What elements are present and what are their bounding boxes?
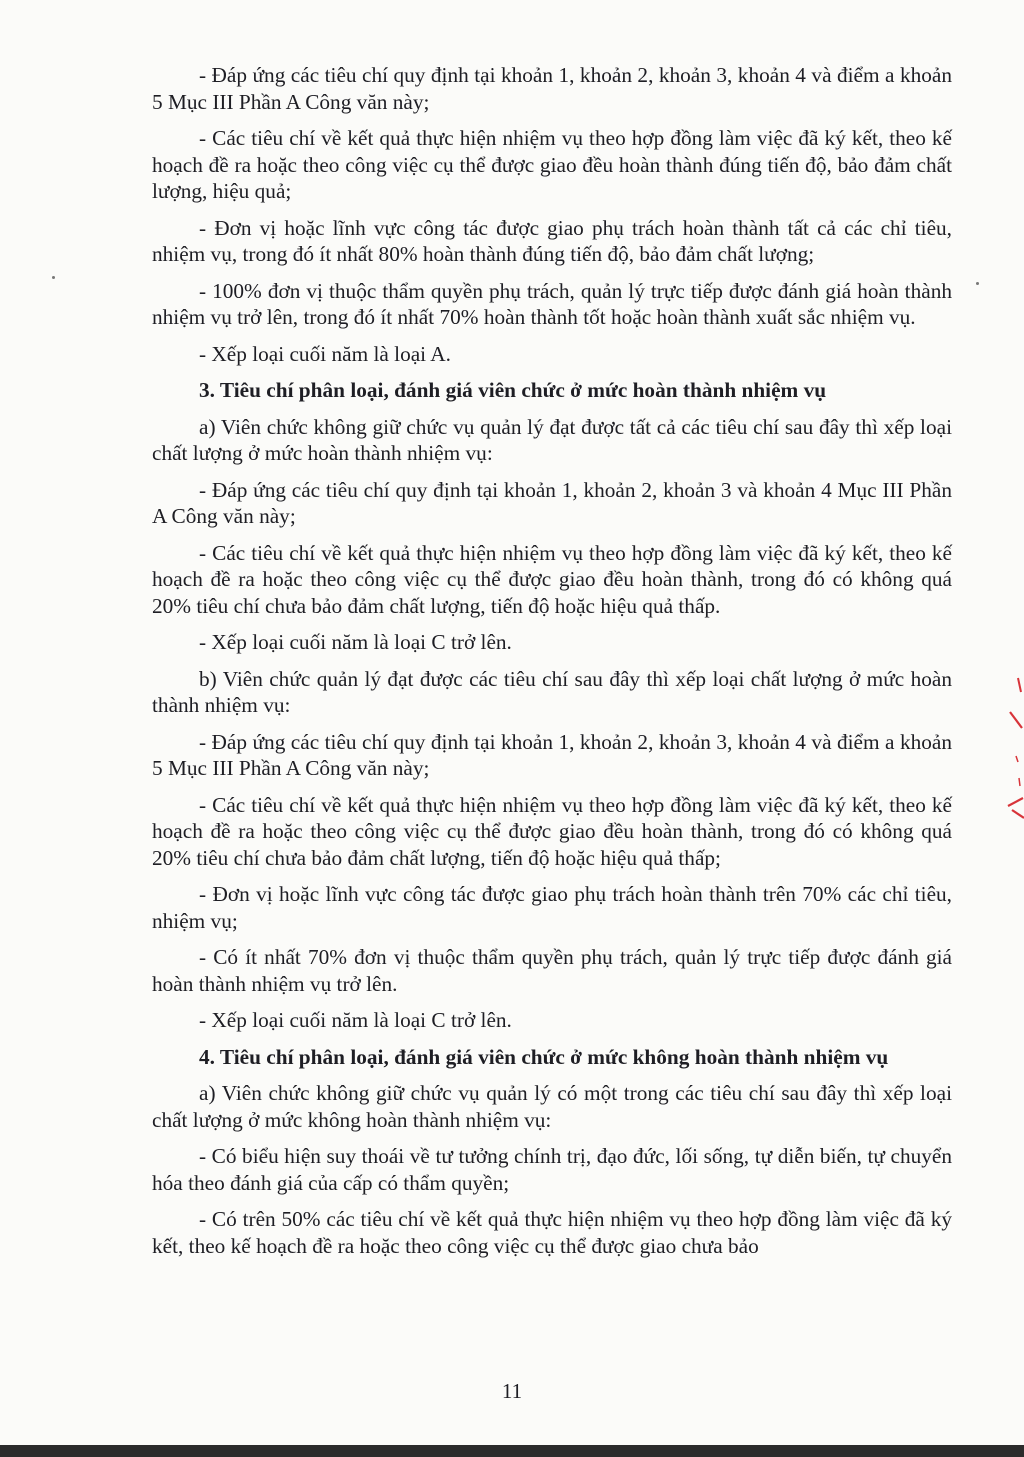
document-body (152, 62, 952, 1269)
seal-edge-marks (1004, 670, 1024, 840)
paragraph: - Xếp loại cuối năm là loại A. (199, 341, 451, 366)
paragraph: - Xếp loại cuối năm là loại C trở lên. (199, 630, 512, 654)
scan-speck (976, 282, 979, 285)
seal-stroke (1010, 712, 1022, 728)
section-heading: 4. Tiêu chí phân loại, đánh giá viên chức ở mức không hoàn thành nhiệm vụ (199, 1044, 889, 1069)
paragraph: - Xếp loại cuối năm là loại C trở lên. (199, 1008, 512, 1032)
paragraph: a) Viên chức không giữ chức vụ quản lý có một trong các tiêu chí sau đây thì xếp loại chất lượng ở mức không hoàn thành nhiệm vụ: (152, 1081, 952, 1132)
seal-stroke (1019, 778, 1020, 786)
scan-bottom-edge (0, 1445, 1024, 1457)
page-number: 11 (501, 1379, 523, 1403)
paragraph: - Đáp ứng các tiêu chí quy định tại khoản 1, khoản 2, khoản 3, khoản 4 và điểm a khoản 5 Mục III Phần A Công văn này; (152, 729, 952, 780)
paragraph: - 100% đơn vị thuộc thẩm quyền phụ trách, quản lý trực tiếp được đánh giá hoàn thành nhiệm vụ trở lên, trong đó ít nhất 70% hoàn thành tốt hoặc hoàn thành xuất sắc nhiệm vụ. (152, 278, 952, 329)
section-heading: 3. Tiêu chí phân loại, đánh giá viên chức ở mức hoàn thành nhiệm vụ (199, 378, 827, 402)
paragraph: - Đáp ứng các tiêu chí quy định tại khoản 1, khoản 2, khoản 3 và khoản 4 Mục III Phần A Công văn này; (152, 477, 952, 528)
paragraph: b) Viên chức quản lý đạt được các tiêu chí sau đây thì xếp loại chất lượng ở mức hoàn thành nhiệm vụ: (152, 666, 952, 717)
paragraph: a) Viên chức không giữ chức vụ quản lý đạt được tất cả các tiêu chí sau đây thì xếp loại chất lượng ở mức hoàn thành nhiệm vụ: (152, 414, 952, 465)
seal-stroke (1008, 798, 1024, 818)
paragraph: - Có biểu hiện suy thoái về tư tưởng chính trị, đạo đức, lối sống, tự diễn biến, tự chuyển hóa theo đánh giá của cấp có thẩm quyền; (152, 1144, 952, 1195)
paragraph: - Các tiêu chí về kết quả thực hiện nhiệm vụ theo hợp đồng làm việc đã ký kết, theo kế hoạch đề ra hoặc theo công việc cụ thể được giao đều hoàn thành, trong đó có không quá 20% tiêu chí chưa bảo đảm chất lượng, tiến độ hoặc hiệu quả thấp; (152, 792, 952, 870)
scan-speck (52, 276, 55, 279)
paragraph: - Đáp ứng các tiêu chí quy định tại khoản 1, khoản 2, khoản 3, khoản 4 và điểm a khoản 5 Mục III Phần A Công văn này; (152, 63, 952, 114)
paragraph: - Có trên 50% các tiêu chí về kết quả thực hiện nhiệm vụ theo hợp đồng làm việc đã ký kết, theo kế hoạch đề ra hoặc theo công việc cụ thể được giao chưa bảo (152, 1207, 952, 1258)
paragraph: - Có ít nhất 70% đơn vị thuộc thẩm quyền phụ trách, quản lý trực tiếp được đánh giá hoàn thành nhiệm vụ trở lên. (152, 945, 952, 996)
seal-stroke (1018, 678, 1021, 692)
seal-stroke (1016, 756, 1018, 762)
paragraph: - Các tiêu chí về kết quả thực hiện nhiệm vụ theo hợp đồng làm việc đã ký kết, theo kế hoạch đề ra hoặc theo công việc cụ thể được giao đều hoàn thành, trong đó có không quá 20% tiêu chí chưa bảo đảm chất lượng, tiến độ hoặc hiệu quả thấp. (152, 540, 952, 618)
paragraph: - Đơn vị hoặc lĩnh vực công tác được giao phụ trách hoàn thành trên 70% các chỉ tiêu, nhiệm vụ; (152, 882, 952, 933)
paragraph: - Đơn vị hoặc lĩnh vực công tác được giao phụ trách hoàn thành tất cả các chỉ tiêu, nhiệm vụ, trong đó ít nhất 80% hoàn thành đúng tiến độ, bảo đảm chất lượng; (152, 215, 952, 266)
paragraph: - Các tiêu chí về kết quả thực hiện nhiệm vụ theo hợp đồng làm việc đã ký kết, theo kế hoạch đề ra hoặc theo công việc cụ thể được giao đều hoàn thành đúng tiến độ, bảo đảm chất lượng, hiệu quả; (152, 126, 952, 203)
